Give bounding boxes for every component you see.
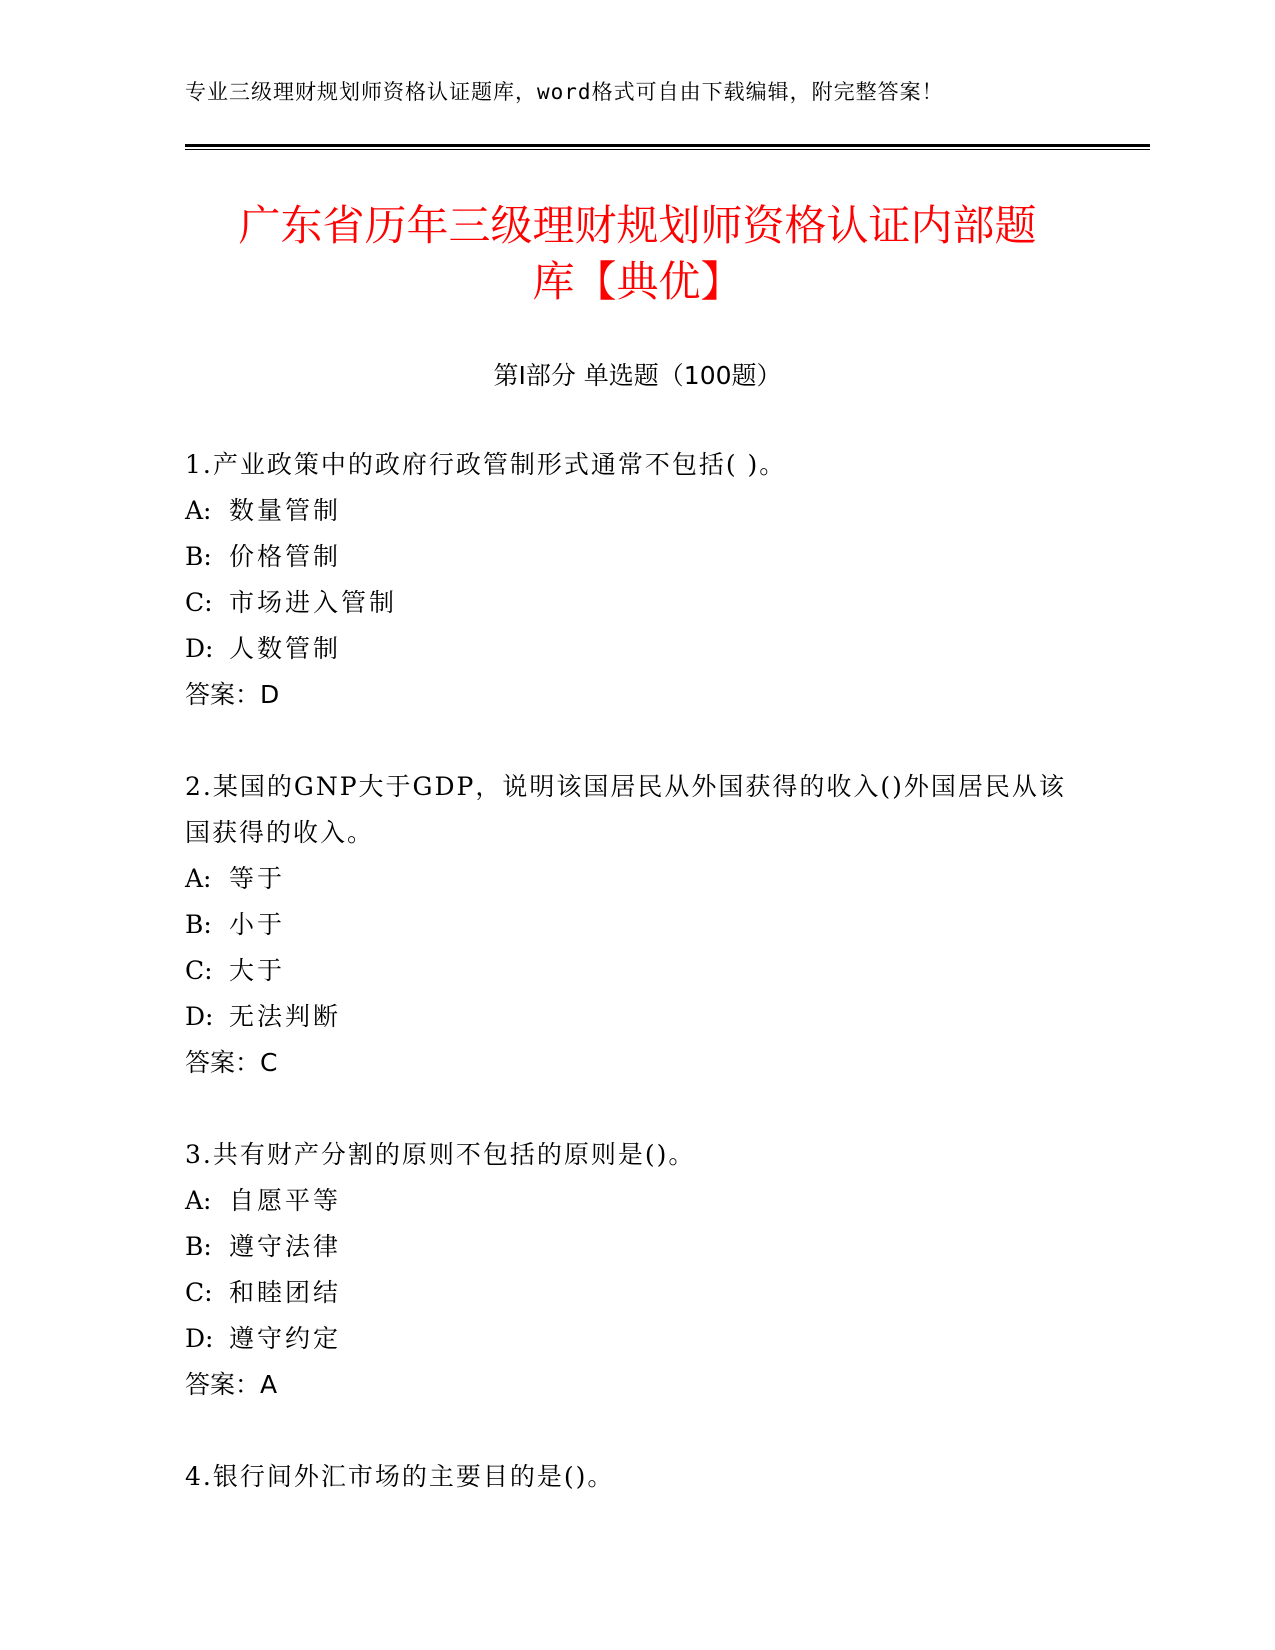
question-option [185, 994, 1085, 1040]
question-option [185, 534, 1085, 580]
question-4 [185, 1454, 1085, 1500]
option-text: 遵守约定 [229, 1324, 342, 1353]
question-stem: 2.某国的GNP大于GDP，说明该国居民从外国获得的收入()外国居民从该国获得的收入。 [185, 772, 1066, 847]
section-title: 第Ⅰ部分 单选题（100题） [493, 361, 782, 390]
option-text: 小于 [229, 910, 286, 939]
option-key: B: [185, 910, 212, 939]
option-text: 等于 [229, 864, 286, 893]
question-option [185, 948, 1085, 994]
option-key: A: [185, 1186, 212, 1215]
question-option [185, 902, 1085, 948]
question-1 [185, 442, 1085, 718]
option-key: D: [185, 1324, 214, 1353]
question-option [185, 856, 1085, 902]
question-list [185, 442, 1085, 1546]
question-3 [185, 1132, 1085, 1408]
header-rule-thick [185, 144, 1150, 147]
option-key: A: [185, 864, 212, 893]
document-title [150, 198, 1125, 310]
option-text: 自愿平等 [229, 1186, 342, 1215]
question-option [185, 626, 1085, 672]
option-key: B: [185, 542, 212, 571]
option-text: 市场进入管制 [229, 588, 398, 617]
option-text: 和睦团结 [229, 1278, 342, 1307]
option-key: C: [185, 1278, 213, 1307]
option-text: 人数管制 [229, 634, 342, 663]
header-note: 专业三级理财规划师资格认证题库，word格式可自由下载编辑，附完整答案！ [185, 80, 944, 104]
option-key: A: [185, 496, 212, 525]
option-text: 遵守法律 [229, 1232, 342, 1261]
option-text: 数量管制 [229, 496, 342, 525]
question-option [185, 1316, 1085, 1362]
question-stem: 1.产业政策中的政府行政管制形式通常不包括( )。 [185, 450, 787, 479]
option-text: 无法判断 [229, 1002, 342, 1031]
option-text: 大于 [229, 956, 286, 985]
question-option [185, 1224, 1085, 1270]
option-key: D: [185, 634, 214, 663]
question-answer: 答案：D [185, 680, 280, 709]
option-text: 价格管制 [229, 542, 342, 571]
document-title-line-2: 库【典优】 [532, 257, 743, 306]
option-key: C: [185, 956, 213, 985]
question-2 [185, 764, 1085, 1086]
option-key: B: [185, 1232, 212, 1261]
option-key: C: [185, 588, 213, 617]
question-option [185, 1270, 1085, 1316]
document-title-line-1: 广东省历年三级理财规划师资格认证内部题 [238, 201, 1037, 250]
question-stem: 3.共有财产分割的原则不包括的原则是()。 [185, 1140, 696, 1169]
option-key: D: [185, 1002, 214, 1031]
question-answer: 答案：C [185, 1048, 278, 1077]
question-option [185, 1178, 1085, 1224]
header-rule-thin [185, 149, 1150, 150]
question-stem: 4.银行间外汇市场的主要目的是()。 [185, 1462, 615, 1491]
question-option [185, 580, 1085, 626]
question-answer: 答案：A [185, 1370, 278, 1399]
question-option [185, 488, 1085, 534]
